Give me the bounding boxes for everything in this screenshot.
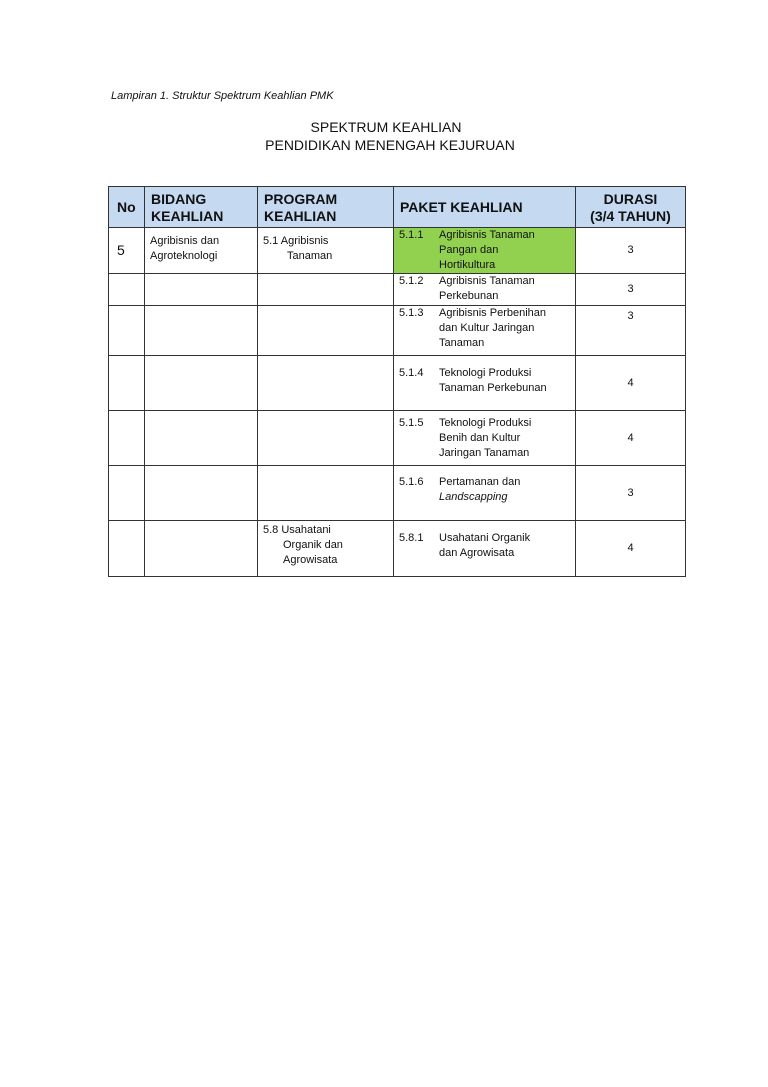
cell-durasi: 4 [576,521,686,577]
cell-durasi: 3 [576,466,686,521]
header-bidang: BIDANG KEAHLIAN [145,187,258,228]
cell-paket: 5.1.1 Agribisnis Tanaman Pangan dan Hortikultura [394,228,576,274]
cell-durasi: 4 [576,411,686,466]
cell-paket: 5.1.4 Teknologi Produksi Tanaman Perkebunan [394,356,576,411]
document-title: SPEKTRUM KEAHLIAN [310,119,462,135]
spektrum-table [108,186,686,577]
cell-paket: 5.1.2 Agribisnis Tanaman Perkebunan [394,274,576,306]
cell-paket: 5.1.3 Agribisnis Perbenihan dan Kultur Jaringan Tanaman [394,306,576,356]
table-row [109,274,686,306]
table-row [109,306,686,356]
cell-durasi: 3 [576,228,686,274]
header-paket: PAKET KEAHLIAN [394,187,576,228]
cell-program: 5.8 Usahatani Organik dan Agrowisata [258,521,394,577]
table-row [109,466,686,521]
header-no: No [109,187,145,228]
header-durasi: DURASI (3/4 TAHUN) [576,187,686,228]
header-program: PROGRAM KEAHLIAN [258,187,394,228]
document-caption: Lampiran 1. Struktur Spektrum Keahlian PMK [111,90,334,102]
cell-bidang: Agribisnis dan Agroteknologi [145,228,258,274]
cell-paket: 5.1.6 Pertamanan dan Landscapping [394,466,576,521]
cell-no: 5 [109,228,145,274]
document-subtitle: PENDIDIKAN MENENGAH KEJURUAN [265,137,515,153]
table-header-row [109,187,686,228]
table-row [109,411,686,466]
cell-paket: 5.8.1 Usahatani Organik dan Agrowisata [394,521,576,577]
cell-program: 5.1 Agribisnis Tanaman [258,228,394,274]
table-row [109,228,686,274]
cell-durasi: 3 [576,306,686,356]
cell-paket: 5.1.5 Teknologi Produksi Benih dan Kultur Jaringan Tanaman [394,411,576,466]
cell-durasi: 3 [576,274,686,306]
table-row [109,521,686,577]
table-row [109,356,686,411]
cell-durasi: 4 [576,356,686,411]
